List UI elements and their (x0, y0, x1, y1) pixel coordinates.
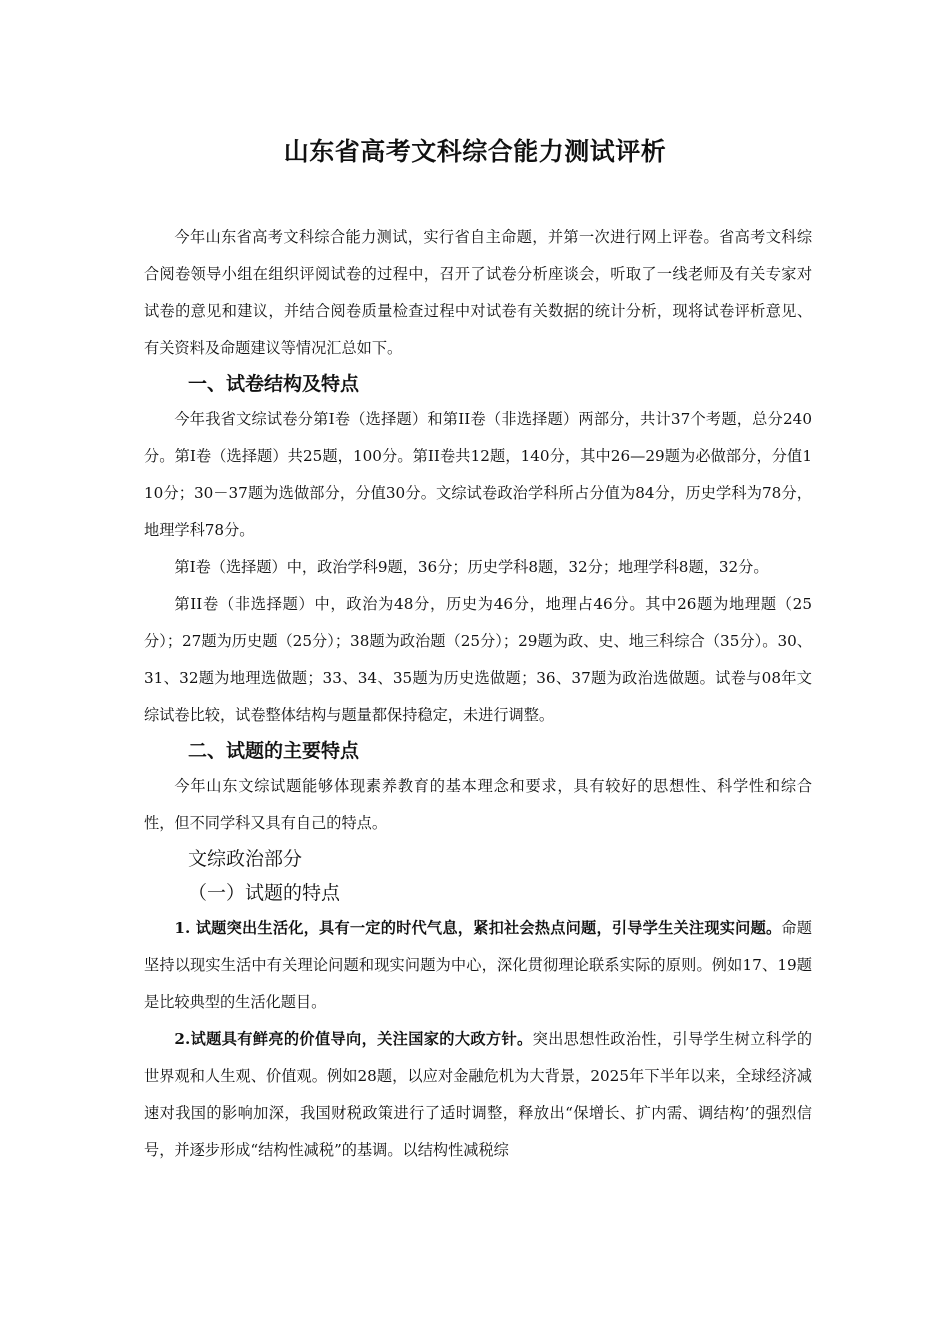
structure-paragraph-1: 今年我省文综试卷分第I卷（选择题）和第II卷（非选择题）两部分，共计37个考题，总分240分。第I卷（选择题）共25题，100分。第II卷共12题，140分，其中26—29题为必做部分，分值110分；30－37题为选做部分，分值30分。文综试卷政治学科所占分值为84分，历史学科为78分，地理学科78分。 (144, 410, 812, 539)
section-heading-features: 二、试题的主要特点 (188, 740, 360, 762)
politics-item-2 (144, 1021, 812, 1169)
politics-item-1 (144, 910, 812, 1021)
politics-subheading: （一）试题的特点 (188, 882, 341, 904)
document-body (144, 219, 812, 1169)
intro-paragraph: 今年山东省高考文科综合能力测试，实行省自主命题，并第一次进行网上评卷。省高考文科综合阅卷领导小组在组织评阅试卷的过程中，召开了试卷分析座谈会，听取了一线老师及有关专家对试卷的意见和建议，并结合阅卷质量检查过程中对试卷有关数据的统计分析，现将试卷评析意见、有关资料及命题建议等情况汇总如下。 (144, 228, 812, 357)
document-title: 山东省高考文科综合能力测试评析 (283, 137, 667, 166)
section-heading-structure: 一、试卷结构及特点 (188, 373, 360, 395)
politics-heading: 文综政治部分 (188, 848, 303, 870)
structure-paragraph-2: 第I卷（选择题）中，政治学科9题，36分；历史学科8题，32分；地理学科8题，32分。 (174, 558, 769, 576)
structure-paragraph-3: 第II卷（非选择题）中，政治为48分，历史为46分，地理占46分。其中26题为地理题（25分）；27题为历史题（25分）；38题为政治题（25分）；29题为政、史、地三科综合（35分）。30、31、32题为地理选做题；33、34、35题为历史选做题；36、37题为政治选做题。试卷与08年文综试卷比较，试卷整体结构与题量都保持稳定，未进行调整。 (144, 595, 812, 724)
politics-item-1-text: 命题坚持以现实生活中有关理论问题和现实问题为中心，深化贯彻理论联系实际的原则。例如17、19题是比较典型的生活化题目。 (144, 919, 812, 1011)
features-paragraph: 今年山东文综试题能够体现素养教育的基本理念和要求，具有较好的思想性、科学性和综合性，但不同学科又具有自己的特点。 (144, 777, 812, 832)
politics-item-2-text: 突出思想性政治性，引导学生树立科学的世界观和人生观、价值观。例如28题，以应对金融危机为大背景，2025年下半年以来，全球经济减速对我国的影响加深，我国财税政策进行了适时调整，释放出“保增长、扩内需、调结构’的强烈信号，并逐步形成“结构性减税”的基调。以结构性减税综 (144, 1030, 813, 1159)
politics-item-1-lead: 1. 试题突出生活化，具有一定的时代气息，紧扣社会热点问题，引导学生关注现实问题。 (174, 919, 782, 937)
politics-item-2-lead: 2.试题具有鲜亮的价值导向，关注国家的大政方针。 (174, 1030, 533, 1048)
